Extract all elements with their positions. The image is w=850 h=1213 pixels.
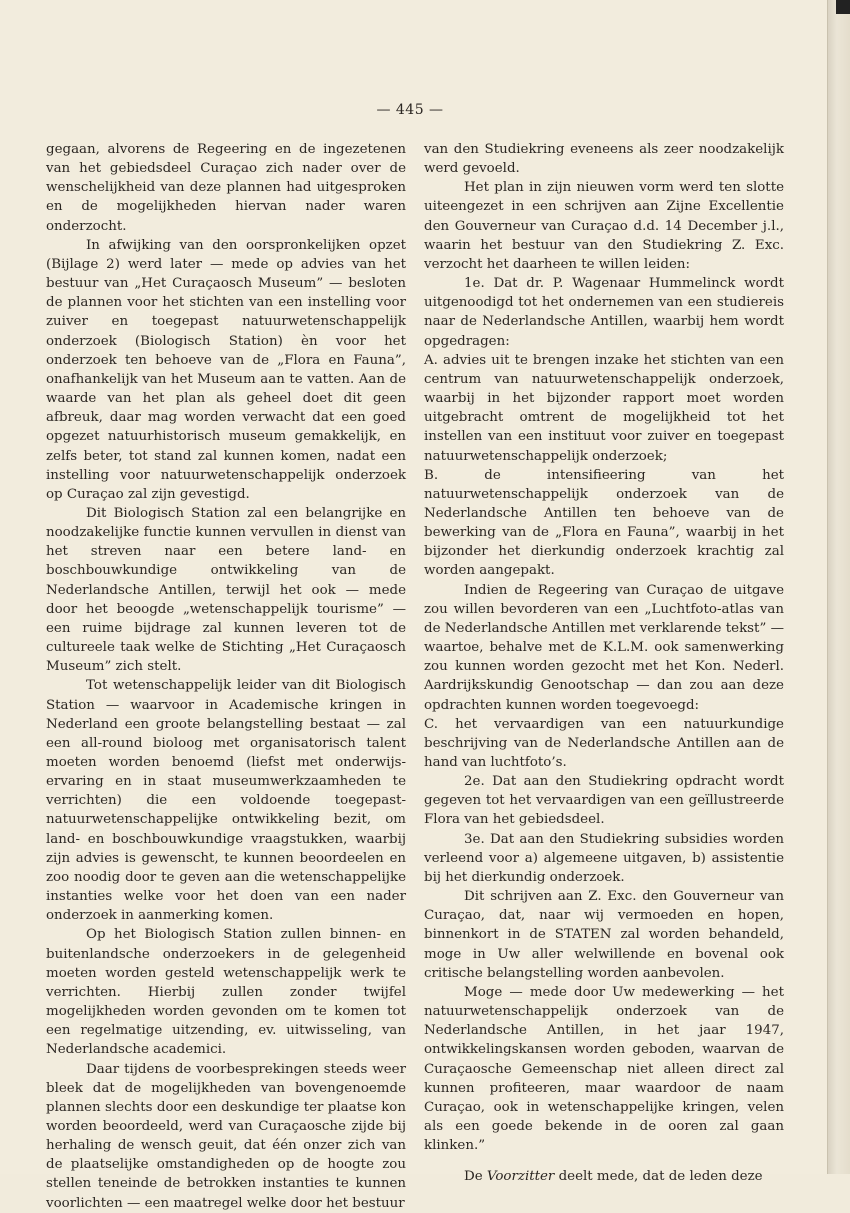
- list-item: C. het vervaardigen van een natuurkundige beschrijving van de Nederlandsche Antillen aan de hand van luchtfoto’s.: [424, 716, 784, 770]
- paragraph: Het plan in zijn nieuwen vorm werd ten slotte uiteengezet in een schrijven aan Zijne Excellentie den Gouverneur van Curaçao d.d. 14 December j.l., waarin het bestuur van den Studiekring Z. Exc. verzocht het daarheen te willen leiden:: [424, 180, 784, 272]
- speaker-title: Voorzitter: [486, 1169, 555, 1185]
- page-number: — 445 —: [376, 102, 444, 118]
- scan-corner: [836, 0, 850, 14]
- list-item: A. advies uit te brengen inzake het stichten van een centrum van natuurwetenschappelijk onderzoek, waarbij in het bijzonder rapport moet worden uitgebracht omtrent de mogelijkheid tot het instellen van een instituut voor zuiver en toegepast natuurwetenschappelijk onderzoek;: [424, 352, 784, 464]
- page-edge: [827, 0, 850, 1174]
- closing-paragraph: [424, 1167, 784, 1186]
- paragraph: Dit schrijven aan Z. Exc. den Gouverneur van Curaçao, dat, naar wij vermoeden en hopen, binnenkort in de STATEN zal worden behandeld, moge in Uw aller welwillende en bovenal ook critische belangstelling worden aanbevolen.: [424, 889, 784, 981]
- paragraph: 1e. Dat dr. P. Wagenaar Hummelinck wordt uitgenoodigd tot het ondernemen van een studiereis naar de Nederlandsche Antillen, waarbij hem wordt opgedragen:: [424, 276, 784, 349]
- list-item: B. de intensifieering van het natuurwetenschappelijk onderzoek van de Nederlandsche Antillen ten behoeve van de bewerking van de „Flora en Fauna”, waarbij in het bijzonder het dierkundig onderzoek krachtig zal worden aangepakt.: [424, 467, 784, 579]
- paragraph: 2e. Dat aan den Studiekring opdracht wordt gegeven tot het vervaardigen van een geïllustreerde Flora van het gebiedsdeel.: [424, 774, 784, 828]
- closing-after: deelt mede, dat de leden deze: [554, 1169, 763, 1185]
- paragraph: 3e. Dat aan den Studiekring subsidies worden verleend voor a) algemeene uitgaven, b) assistentie bij het dierkundig onderzoek.: [424, 831, 784, 885]
- paragraph: In afwijking van den oorspronkelijken opzet (Bijlage 2) werd later — mede op advies van het bestuur van „Het Curaçaosch Museum” — besloten de plannen voor het stichten van een instelling voor zuiver en toegepast natuurwetenschappelijk onderzoek (Biologisch Station) èn voor het onderzoek ten behoeve van de „Flora en Fauna”, onafhankelijk van het Museum aan te vatten. Aan de waarde van het plan als geheel doet dit geen afbreuk, daar mag worden verwacht dat een goed opgezet natuurhistorisch museum gemakkelijk, en zelfs beter, tot stand zal kunnen komen, nadat een instelling voor natuurwetenschappelijk onderzoek op Curaçao zal zijn gevestigd.: [46, 237, 406, 502]
- paragraph: Daar tijdens de voorbesprekingen steeds weer bleek dat de mogelijkheden van bovengenoemde plannen slechts door een deskundige ter plaatse kon worden beoordeeld, werd van Curaçaosche zijde bij herhaling de wensch geuit, dat één onzer zich van de plaatselijke omstandigheden op de hoogte zou stellen teneinde de betrokken instanties te kunnen voorlichten — een maatregel welke door het bestuur: [46, 1061, 406, 1211]
- right-column: [424, 140, 784, 1186]
- paragraph: Indien de Regeering van Curaçao de uitgave zou willen bevorderen van een „Luchtfoto-atlas van de Nederlandsche Antillen met verklarende tekst” — waartoe, behalve met de K.L.M. ook samenwerking zou kunnen worden gezocht met het Kon. Nederl. Aardrijkskundig Genootschap — dan zou aan deze opdrachten kunnen worden toegevoegd:: [424, 582, 784, 713]
- closing-before: De: [464, 1169, 487, 1185]
- paragraph: Op het Biologisch Station zullen binnen- en buitenlandsche onderzoekers in de gelegenheid moeten worden gesteld wetenschappelijk werk te verrichten. Hierbij zullen zonder twijfel mogelijkheden worden gevonden om te komen tot een regelmatige uitzending, ev. uitwisseling, van Nederlandsche academici.: [46, 927, 406, 1058]
- paragraph: gegaan, alvorens de Regeering en de ingezetenen van het gebiedsdeel Curaçao zich nader over de wenschelijkheid van deze plannen had uitgesproken en de mogelijkheden hiervan nader waren onderzocht.: [46, 142, 406, 234]
- paragraph: van den Studiekring eveneens als zeer noodzakelijk werd gevoeld.: [424, 142, 784, 177]
- paragraph: Dit Biologisch Station zal een belangrijke en noodzakelijke functie kunnen vervullen in dienst van het streven naar een betere land- en boschbouwkundige ontwikkeling van de Nederlandsche Antillen, terwijl het ook — mede door het beoogde „wetenschappelijk tourisme” — een ruime bijdrage zal kunnen leveren tot de cultureele taak welke de Stichting „Het Curaçaosch Museum” zich stelt.: [46, 505, 406, 675]
- paragraph: Tot wetenschappelijk leider van dit Biologisch Station — waarvoor in Academische kringen in Nederland een groote belangstelling bestaat — zal een all-round bioloog met organisatorisch talent moeten worden benoemd (liefst met onderwijs-ervaring en in staat museumwerkzaamheden te verrichten) die een voldoende toegepast-natuurwetenschappelijke ontwikkeling bezit, om land- en boschbouwkundige vraagstukken, waarbij zijn advies is gewenscht, te kunnen beoordeelen en zoo noodig door te geven aan die wetenschappelijke instanties welke voor het doen van een nader onderzoek in aanmerking komen.: [46, 678, 406, 924]
- paragraph: Moge — mede door Uw medewerking — het natuurwetenschappelijk onderzoek van de Nederlandsche Antillen, in het jaar 1947, ontwikkelingskansen worden geboden, waarvan de Curaçaosche Gemeenschap niet alleen direct zal kunnen profiteeren, maar waardoor de naam Curaçao, ook in wetenschappelijke kringen, velen als een goede bekende in de ooren zal gaan klinken.”: [424, 984, 784, 1154]
- left-column: [46, 140, 406, 1213]
